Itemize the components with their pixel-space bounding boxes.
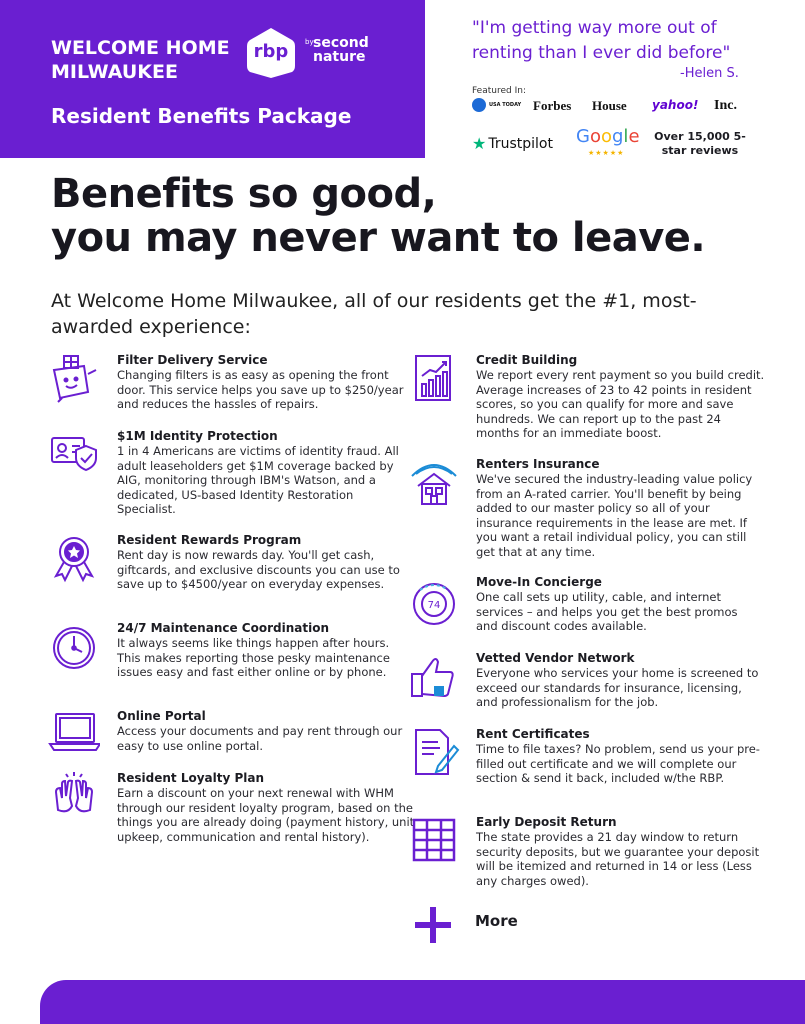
trustpilot-text: Trustpilot (488, 135, 553, 152)
thermostat-icon (408, 574, 460, 626)
inc-logo: Inc. (714, 98, 737, 113)
benefit-description: Changing filters is as easy as opening the front door. This service helps you save up to $250/year and reduces the hassles of repairs. (117, 368, 404, 411)
filter-box-icon (48, 352, 100, 404)
bar-chart-icon (408, 352, 460, 404)
intro-text: At Welcome Home Milwaukee, all of our residents get the #1, most-awarded experience: (51, 290, 697, 338)
google-rating-stars-icon: ★★★★★ (588, 149, 625, 157)
high-five-icon (48, 770, 100, 822)
benefit-description: Everyone who services your home is screened to exceed our standards for insurance, licensing, and professionalism for the job. (476, 666, 759, 709)
rbp-logo-text: rbp (253, 41, 289, 62)
benefit-description: Rent day is now rewards day. You'll get cash, giftcards, and exclusive discounts you can use to save up to $4500/year on everyday expenses. (117, 548, 400, 591)
footer-banner (40, 980, 805, 1024)
benefit-description: One call sets up utility, cable, and internet services – and helps you get the best promos and discount codes available. (476, 590, 738, 633)
plus-icon[interactable] (413, 905, 453, 945)
benefit-description: Time to file taxes? No problem, send us your pre-filled out certificate and we will complete our section & send it back, included w/the RBP. (476, 742, 760, 785)
benefit-description: We've secured the industry-leading value policy from an A-rated carrier. You'll benefit by being added to our master policy so all of your insurance requirements in the lease are met. If you want a retail individual policy, you can still get that at any time. (476, 472, 753, 559)
benefit-title: Filter Delivery Service (117, 353, 268, 367)
testimonial-quote: "I'm getting way more out of renting than I ever did before" (472, 18, 731, 63)
document-pen-icon (408, 726, 460, 778)
usa-today-logo (472, 98, 521, 112)
trustpilot-star-icon: ★ (472, 134, 487, 153)
benefit-title: Resident Rewards Program (117, 533, 302, 547)
benefit-description: Access your documents and pay rent through our easy to use online portal. (117, 724, 403, 753)
benefit-title: Vetted Vendor Network (476, 651, 635, 665)
header-banner (0, 0, 425, 158)
id-shield-icon (48, 428, 100, 480)
partner-logo: second nature (313, 35, 369, 65)
benefit-description: 1 in 4 Americans are victims of identity fraud. All adult leaseholders get $1M coverage backed by AIG, monitoring through IBM's Watson, and a dedicated, US-based Identity Restoration Specialist. (117, 444, 399, 516)
benefit-description: We report every rent payment so you build credit. Average increases of 23 to 42 points in resident scores, so you can qualify for more and save hundreds. We can report up to the past 24 months for an immediate boost. (476, 368, 765, 440)
headline-line-1: Benefits so good, (51, 171, 437, 217)
usa-today-dot-icon (472, 98, 486, 112)
thermostat-value: 74 (427, 600, 441, 611)
benefit-title: Renters Insurance (476, 457, 600, 471)
benefit-title: Online Portal (117, 709, 206, 723)
house-logo: House (592, 98, 627, 113)
thumbs-up-icon (408, 650, 460, 702)
google-logo: Google (576, 126, 640, 147)
clock-icon (48, 620, 100, 672)
header-subtitle: Resident Benefits Package (51, 104, 352, 128)
trustpilot-logo (472, 134, 553, 153)
partner-by: by (305, 38, 314, 46)
award-ribbon-icon (48, 532, 100, 584)
forbes-logo: Forbes (533, 98, 572, 113)
headline (51, 172, 705, 260)
laptop-icon (48, 708, 100, 760)
benefit-title: $1M Identity Protection (117, 429, 278, 443)
headline-line-2: you may never want to leave. (51, 215, 706, 261)
yahoo-logo: yahoo! (652, 98, 699, 112)
calendar-grid-icon (408, 814, 460, 866)
benefit-description: Earn a discount on your next renewal with WHM through our resident loyalty program, based on the things you are already doing (payment history, unit upkeep, communication and rental history). (117, 786, 415, 844)
rbp-logo (244, 25, 298, 81)
more-link[interactable]: More (475, 912, 518, 930)
benefit-title: 24/7 Maintenance Coordination (117, 621, 329, 635)
usa-today-text: USA TODAY (489, 102, 522, 108)
featured-label: Featured In: (472, 86, 526, 96)
benefit-title: Rent Certificates (476, 727, 590, 741)
benefit-description: The state provides a 21 day window to return security deposits, but we guarantee your deposit will be itemized and returned in 14 or less (Less any charges owed). (476, 830, 760, 888)
reviews-count: Over 15,000 5-star reviews (654, 130, 746, 157)
benefit-title: Early Deposit Return (476, 815, 617, 829)
testimonial-author: -Helen S. (680, 66, 739, 81)
benefit-title: Credit Building (476, 353, 578, 367)
header-title: WELCOME HOME MILWAUKEE (51, 37, 230, 83)
benefit-title: Resident Loyalty Plan (117, 771, 265, 785)
house-umbrella-icon (408, 456, 460, 508)
benefit-title: Move-In Concierge (476, 575, 602, 589)
benefit-description: It always seems like things happen after hours. This makes reporting those pesky maintenance issues easy and fast either online or by phone. (117, 636, 390, 679)
